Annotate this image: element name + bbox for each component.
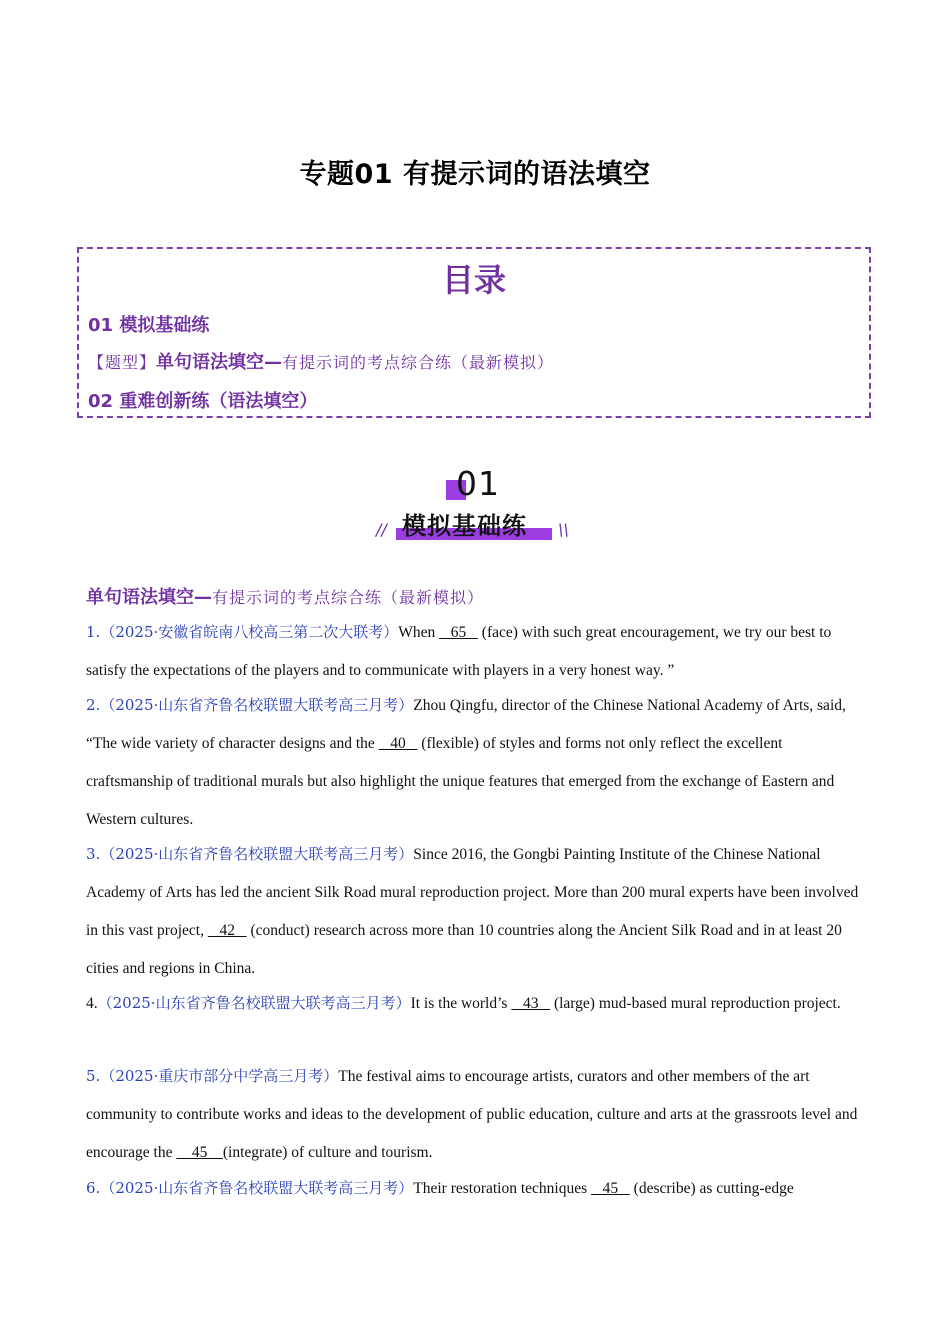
toc-item-2[interactable] — [88, 348, 554, 374]
page-title: 专题01 有提示词的语法填空 — [299, 159, 651, 190]
question-text-after: (large) mud-based mural reproduction project. — [550, 995, 841, 1012]
question-text-after: (describe) as cutting-edge — [629, 1180, 794, 1197]
section-heading — [86, 583, 484, 609]
question-source: （2025·山东省齐鲁名校联盟大联考高三月考） — [100, 1179, 414, 1197]
answer-blank[interactable]: 65 — [439, 624, 478, 641]
question-text-before: It is the world’s — [410, 995, 512, 1012]
answer-blank[interactable]: 45 — [591, 1180, 630, 1197]
question-source: （2025·重庆市部分中学高三月考） — [100, 1067, 339, 1085]
badge-label: 模拟基础练 — [402, 512, 527, 540]
question-text-after: (integrate) of culture and tourism. — [222, 1144, 433, 1161]
question-2 — [86, 686, 866, 839]
question-number: 6. — [86, 1179, 101, 1197]
question-3 — [86, 835, 866, 988]
question-number: 5. — [86, 1067, 101, 1085]
question-6 — [86, 1169, 866, 1208]
answer-blank[interactable]: 42 — [207, 922, 247, 939]
section-badge — [370, 462, 580, 548]
answer-blank[interactable]: 43 — [511, 995, 551, 1012]
answer-blank[interactable]: 45 — [176, 1144, 223, 1161]
toc-item-2-rest: 有提示词的考点综合练（最新模拟） — [282, 353, 555, 372]
toc-item-3[interactable]: 02 重难创新练（语法填空） — [88, 391, 318, 412]
badge-number: 01 — [456, 464, 500, 503]
toc-heading: 目录 — [441, 261, 506, 299]
section-heading-rest: 有提示词的考点综合练（最新模拟） — [212, 588, 485, 607]
question-text-before: Zhou Qingfu, director of the Chinese National Academy of Arts, said, “The wide variety of character designs and the — [86, 697, 846, 752]
badge-right-mark: \\ — [558, 520, 569, 539]
question-text-before: Their restoration techniques — [413, 1180, 592, 1197]
table-of-contents — [77, 247, 871, 418]
answer-blank[interactable]: 40 — [378, 735, 418, 752]
question-text-after: (conduct) research across more than 10 countries along the Ancient Silk Road and in at least 20 cities and regions in China. — [86, 922, 842, 977]
question-text-before: The festival aims to encourage artists, curators and other members of the art community to contribute works and ideas to the development of public education, culture and arts at the grassroots level and encourage the — [86, 1068, 858, 1161]
toc-item-2-bold: 单句语法填空— — [156, 352, 283, 373]
question-1 — [86, 613, 866, 690]
question-text-after: (face) with such great encouragement, we try our best to satisfy the expectations of the players and to communicate with players in a very honest way. ” — [86, 624, 832, 679]
question-source: （2025·安徽省皖南八校高三第二次大联考） — [100, 623, 399, 641]
question-number: 3. — [86, 845, 101, 863]
question-source: （2025·山东省齐鲁名校联盟大联考高三月考） — [100, 696, 414, 714]
section-heading-bold: 单句语法填空— — [86, 587, 212, 608]
toc-item-1[interactable]: 01 模拟基础练 — [88, 315, 210, 336]
question-source: （2025·山东省齐鲁名校联盟大联考高三月考） — [100, 845, 414, 863]
question-text-after: (flexible) of styles and forms not only reflect the excellent craftsmanship of traditional murals but also highlight the unique features that emerged from the exchange of Eastern and Western cultures. — [86, 735, 835, 828]
question-text-before: When — [398, 624, 440, 641]
question-number: 4. — [86, 995, 98, 1012]
toc-item-2-tag: 【题型】 — [88, 353, 157, 372]
question-source: （2025·山东省齐鲁名校联盟大联考高三月考） — [97, 994, 411, 1012]
badge-left-mark: // — [376, 520, 387, 539]
question-number: 1. — [86, 623, 101, 641]
question-4 — [86, 984, 866, 1023]
question-text-before: Since 2016, the Gongbi Painting Institute of the Chinese National Academy of Arts has led the ancient Silk Road mural reproduction project. More than 200 mural experts have been involved in this vast project, — [86, 846, 859, 939]
question-number: 2. — [86, 696, 101, 714]
question-5 — [86, 1057, 866, 1172]
